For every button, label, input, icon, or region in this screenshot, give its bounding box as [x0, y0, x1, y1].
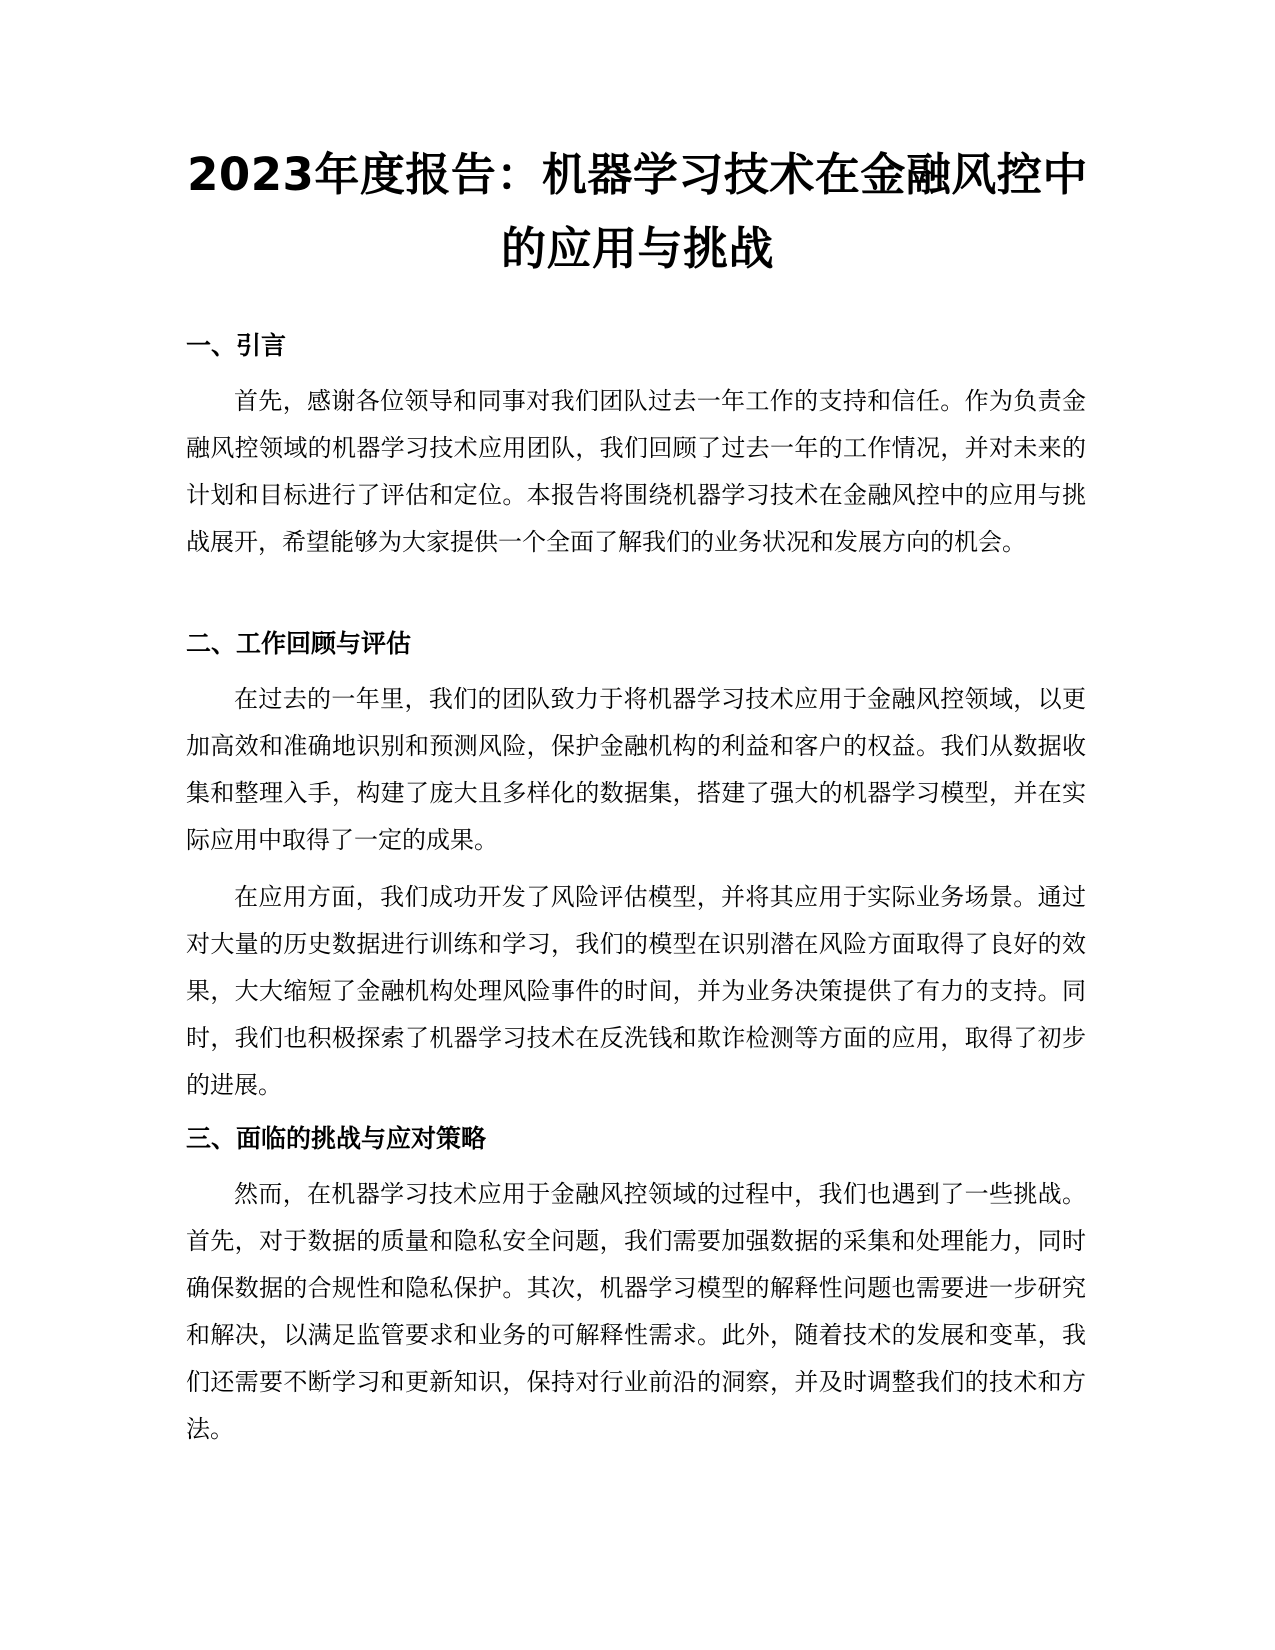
section-work-review-paragraph-1: 在过去的一年里，我们的团队致力于将机器学习技术应用于金融风控领域，以更加高效和准确地识别和预测风险，保护金融机构的利益和客户的权益。我们从数据收集和整理入手，构建了庞大且多样化的数据集，搭建了强大的机器学习模型，并在实际应用中取得了一定的成果。: [186, 685, 1086, 854]
document-title-line-2: 的应用与挑战: [500, 222, 774, 275]
section-work-review-paragraph-2: 在应用方面，我们成功开发了风险评估模型，并将其应用于实际业务场景。通过对大量的历史数据进行训练和学习，我们的模型在识别潜在风险方面取得了良好的效果，大大缩短了金融机构处理风险事件的时间，并为业务决策提供了有力的支持。同时，我们也积极探索了机器学习技术在反洗钱和欺诈检测等方面的应用，取得了初步的进展。: [186, 883, 1086, 1099]
document-title-line-1: 2023年度报告：机器学习技术在金融风控中: [187, 148, 1088, 201]
section-challenges-paragraph: 然而，在机器学习技术应用于金融风控领域的过程中，我们也遇到了一些挑战。首先，对于数据的质量和隐私安全问题，我们需要加强数据的采集和处理能力，同时确保数据的合规性和隐私保护。其次，机器学习模型的解释性问题也需要进一步研究和解决，以满足监管要求和业务的可解释性需求。此外，随着技术的发展和变革，我们还需要不断学习和更新知识，保持对行业前沿的洞察，并及时调整我们的技术和方法。: [186, 1180, 1086, 1443]
section-introduction-paragraph: 首先，感谢各位领导和同事对我们团队过去一年工作的支持和信任。作为负责金融风控领域的机器学习技术应用团队，我们回顾了过去一年的工作情况，并对未来的计划和目标进行了评估和定位。本报告将围绕机器学习技术在金融风控中的应用与挑战展开，希望能够为大家提供一个全面了解我们的业务状况和发展方向的机会。: [186, 387, 1086, 556]
section-heading-work-review: 二、工作回顾与评估: [186, 629, 412, 658]
document-title: [150, 138, 1125, 286]
section-heading-introduction: 一、引言: [186, 331, 287, 360]
section-heading-challenges: 三、面临的挑战与应对策略: [186, 1124, 487, 1153]
